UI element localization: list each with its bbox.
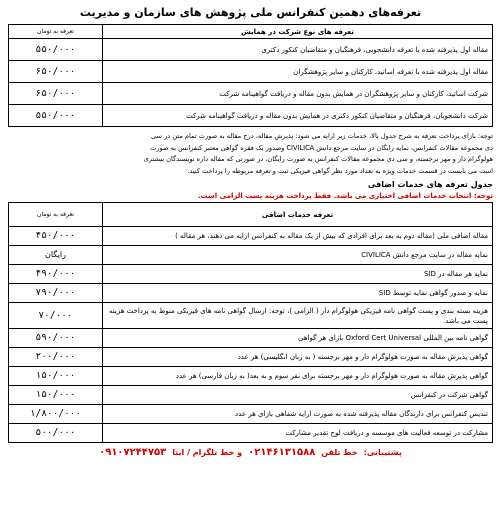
support-label: پشتیبانی: — [363, 448, 402, 457]
row-fee: ۷۹۰/۰۰۰ — [9, 284, 103, 303]
row-fee: ۵۰۰/۰۰۰ — [9, 424, 103, 443]
table-header-row — [9, 25, 493, 39]
row-description: تندیس کنفرانس برای دارندگان مقاله پذیرفته شده به صورت ارایه شفاهی بازای هر عدد — [103, 405, 493, 424]
telegram-label: و خط تلگرام / ایتا — [172, 448, 243, 457]
row-fee: ۴۵۰/۰۰۰ — [9, 227, 103, 246]
table-row — [9, 367, 493, 386]
table-row — [9, 227, 493, 246]
row-description: مقاله اضافی ملی (مقاله دوم به بعد برای افرادی که بیش از یک مقاله به کنفرانس ارایه می دهند، هر مقاله ) — [103, 227, 493, 246]
row-fee: ۶۵۰/۰۰۰ — [9, 83, 103, 105]
table-row — [9, 39, 493, 61]
services-heading: جدول تعرفه های خدمات اضافی — [367, 180, 493, 189]
row-description: گواهی نامه بین المللی Oxford Cert Universal بازای هر گواهی — [103, 329, 493, 348]
table-row — [9, 105, 493, 127]
row-description: نمایه هر مقاله در SID — [103, 265, 493, 284]
row-fee: ۶۵۰/۰۰۰ — [9, 61, 103, 83]
header-description: تعرفه خدمات اضافی — [103, 203, 493, 227]
row-description: هزینه بسته بندی و پست گواهی نامه فیزیکی هولوگرام دار ( الزامی )، توجه: ارسال گواهی نامه های فیزیکی منوط به پرداخت هزینه پست می باشد. — [103, 303, 493, 329]
row-description: مقاله اول پذیرفته شده با تعرفه دانشجویی، فرهنگیان و متقاضیان کنکور دکتری — [103, 39, 493, 61]
table-header-row — [9, 203, 493, 227]
row-description: مقاله اول پذیرفته شده با تعرفه اساتید، کارکنان و سایر پژوهشگران — [103, 61, 493, 83]
table-row — [9, 329, 493, 348]
table-row — [9, 424, 493, 443]
row-description: شرکت دانشجویان، فرهنگیان و متقاضیان کنکور دکتری در همایش بدون مقاله و دریافت گواهینامه شرکت — [103, 105, 493, 127]
landline-label: خط تلفن — [321, 448, 358, 457]
row-description: شرکت اساتید، کارکنان و سایر پژوهشگران در همایش بدون مقاله و دریافت گواهینامه شرکت — [103, 83, 493, 105]
page-title: تعرفه‌های دهمین کنفرانس ملی پژوهش های سازمان و مدیریت — [79, 6, 422, 19]
table-row — [9, 386, 493, 405]
table-row — [9, 303, 493, 329]
services-note — [8, 131, 493, 177]
optional-services-warning: توجه: انتخاب خدمات اضافی اختیاری می باشد. فقط پرداخت هزینه پست الزامی است. — [197, 192, 493, 200]
row-description: گواهی شرکت در کنفرانس — [103, 386, 493, 405]
row-fee: ۵۹۰/۰۰۰ — [9, 329, 103, 348]
header-fee: تعرفه به تومان — [9, 203, 103, 227]
extra-services-table — [8, 202, 493, 443]
table-row — [9, 348, 493, 367]
table-row — [9, 405, 493, 424]
row-description: نمایه و صدور گواهی نمایه توسط SID — [103, 284, 493, 303]
row-fee: ۷۰/۰۰۰ — [9, 303, 103, 329]
row-description: گواهی پذیرش مقاله به صورت هولوگرام دار و مهر برجسته ( به زبان انگلیسی) هر عدد — [103, 348, 493, 367]
row-fee: ۴۹۰/۰۰۰ — [9, 265, 103, 284]
row-fee: ۱۵۰/۰۰۰ — [9, 386, 103, 405]
row-description: گواهی پذیرش مقاله به صورت هولوگرام دار و مهر برجسته برای نفر سوم و به بعد( به زبان فارسی) هر عدد — [103, 367, 493, 386]
note-line: است می بایست در قسمت خدمات ویژه به تعداد مورد نظر گواهی فیزیکی ثبت و تعرفه مربوطه را پرداخت کنید. — [187, 166, 493, 175]
table-row — [9, 284, 493, 303]
table-row — [9, 83, 493, 105]
table-row — [9, 61, 493, 83]
row-fee: ۱۵۰/۰۰۰ — [9, 367, 103, 386]
support-contacts — [8, 447, 493, 463]
participation-fee-table — [8, 24, 493, 127]
row-fee: ۵۵۰/۰۰۰ — [9, 105, 103, 127]
table-row — [9, 246, 493, 265]
row-fee: رایگان — [9, 246, 103, 265]
header-fee: تعرفه به تومان — [9, 25, 103, 39]
mobile-number[interactable]: ۰۹۱۰۷۲۴۴۷۵۳ — [99, 447, 167, 458]
landline-number[interactable]: ۰۲۱۴۶۱۳۱۵۸۸ — [248, 447, 316, 458]
note-line: هولوگرام دار و مهر برجسته، و سی دی مجموعه مقالات کنفرانس به صورت رایگان، در صورتی که مقاله داره نویسندگان بیشتری — [143, 155, 493, 163]
row-fee: ۵۵۰/۰۰۰ — [9, 39, 103, 61]
row-fee: ۱/۸۰۰/۰۰۰ — [9, 405, 103, 424]
table-row — [9, 265, 493, 284]
note-line: دی مجموعه مقالات کنفرانس، نمایه رایگان در سایت مرجع دانش CIVILICA وصدور یک فقره گواهی معتبر کنفرانس به صورت — [150, 143, 493, 152]
row-description: نمایه مقاله در سایت مرجع دانش CIVILICA — [103, 246, 493, 265]
header-description: تعرفه های نوع شرکت در همایش — [103, 25, 493, 39]
row-fee: ۲۰۰/۰۰۰ — [9, 348, 103, 367]
note-line: توجه: بازای پرداخت تعرفه به شرح جدول بالا، خدمات زیر ارایه می شود: پذیرش مقاله، درج مقاله به صورت تمام متن در سی — [150, 132, 493, 140]
row-description: مشارکت در توسعه فعالیت های موسسه و دریافت لوح تقدیر مشارکت — [103, 424, 493, 443]
